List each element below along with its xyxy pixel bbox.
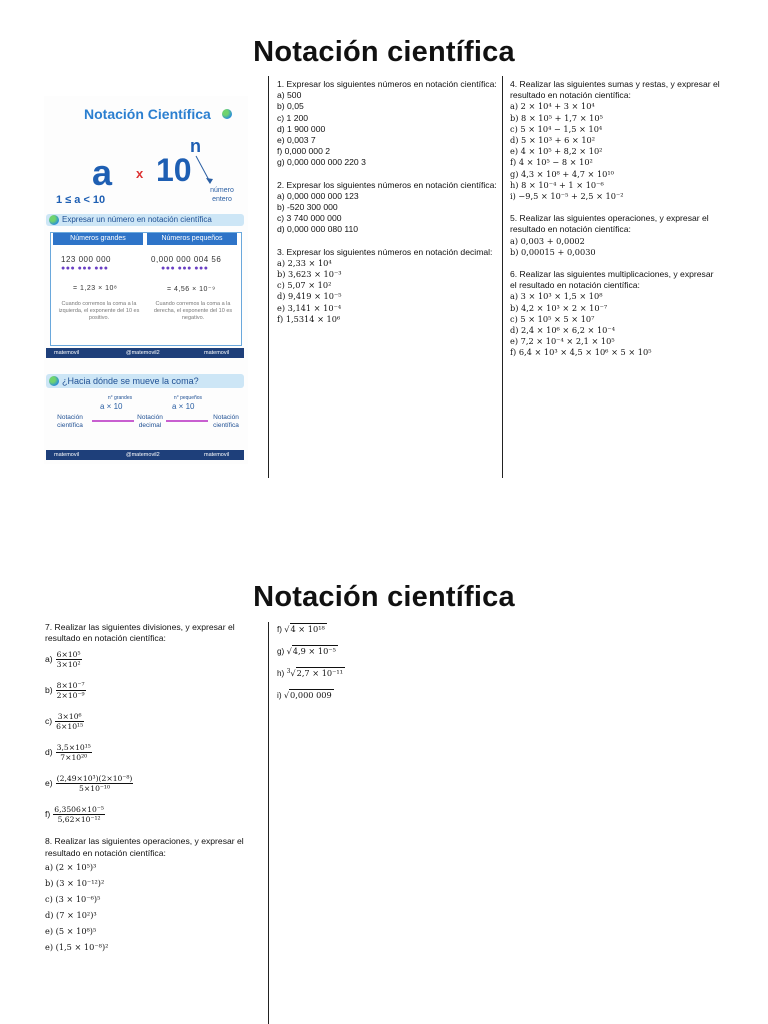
- item-label: b): [45, 685, 53, 696]
- fraction-denominator: 3×10²: [56, 660, 81, 670]
- comparison-table: [50, 232, 242, 346]
- fraction: [56, 743, 92, 762]
- social-footer: [46, 450, 244, 460]
- list-item: b) (3 × 10⁻¹²)²: [45, 877, 105, 888]
- list-item: c) 5 × 10⁵ × 5 × 10⁷: [510, 313, 595, 324]
- division-item: [45, 799, 265, 830]
- list-item: d) 1 900 000: [277, 123, 326, 134]
- small-numbers-label: n° pequeños: [173, 395, 203, 401]
- right-expression: a × 10: [172, 402, 195, 411]
- question-1-items: [277, 90, 497, 168]
- list-item: g) 0,000 000 000 220 3: [277, 157, 366, 168]
- list-item: h) 8 × 10⁻⁴ + 1 × 10⁻⁶: [510, 179, 604, 190]
- right-arrow: [166, 420, 208, 422]
- list-item: c) (3 × 10⁻⁶)⁵: [45, 893, 101, 904]
- column-divider: [502, 76, 503, 478]
- item-label: c): [45, 716, 53, 727]
- list-item: e) (1,5 × 10⁻⁸)²: [45, 941, 109, 952]
- list-item: i) −9,5 × 10⁻⁵ + 2,5 × 10⁻²: [510, 191, 624, 202]
- page-title: Notación científica: [253, 36, 515, 68]
- root-item: [277, 668, 497, 690]
- mid-box-label: Notación decimal: [137, 414, 163, 429]
- list-item: f) 0,000 000 2: [277, 146, 331, 157]
- question-3-prompt: 3. Expresar los siguientes números en notación decimal:: [277, 246, 493, 257]
- exercises-column-1: [45, 622, 265, 955]
- question-4-items: [510, 101, 722, 202]
- arrow-icon: [194, 154, 214, 186]
- fraction-numerator: 3×10⁶: [55, 712, 84, 722]
- radical-icon: √: [284, 624, 290, 634]
- item-label: h): [277, 669, 287, 678]
- list-item: a) 500: [277, 90, 302, 101]
- division-item: [45, 675, 265, 706]
- list-item: a) (2 × 10⁵)³: [45, 861, 97, 872]
- question-2-items: [277, 191, 497, 236]
- social-footer: [46, 348, 244, 358]
- fraction: [56, 650, 82, 669]
- mantissa-a: a: [92, 152, 113, 193]
- left-box-label: Notación científica: [57, 414, 83, 429]
- question-5-items: [510, 236, 722, 258]
- footer-right: matemovil: [204, 452, 230, 458]
- list-item: g) 4,3 × 10⁸ + 4,7 × 10¹⁰: [510, 168, 614, 179]
- division-item: [45, 737, 265, 768]
- left-expression: a × 10: [100, 402, 123, 411]
- column-divider: [268, 622, 269, 1024]
- small-result: = 4,56 × 10⁻⁹: [167, 286, 216, 293]
- question-6-prompt: 6. Realizar las siguientes multiplicaciones, y expresar el resultado en notación científica:: [510, 269, 714, 291]
- list-item: a) 0,003 + 0,0002: [510, 235, 585, 246]
- list-item: c) 3 740 000 000: [277, 213, 342, 224]
- col-small-header: Números pequeños: [147, 233, 237, 245]
- large-note: Cuando corremos la coma a la izquierda, el exponente del 10 es positivo.: [58, 301, 140, 321]
- fraction-denominator: 7×10²⁰: [60, 753, 88, 763]
- times-symbol: x: [136, 166, 144, 181]
- item-label: i): [277, 691, 284, 700]
- division-item: [45, 644, 265, 675]
- question-8-items: [45, 859, 265, 955]
- radical-icon: √: [283, 690, 290, 700]
- fraction: [56, 681, 86, 700]
- radical-icon: √: [290, 668, 296, 678]
- footer-right: matemovil: [204, 350, 230, 356]
- list-item: c) 5,07 × 10²: [277, 280, 332, 291]
- list-item: e) 0,003 7: [277, 135, 316, 146]
- list-item: e) (5 × 10⁸)⁵: [45, 925, 97, 936]
- item-label: d): [45, 747, 53, 758]
- exercises-column-2: [277, 79, 497, 325]
- section-expresar-bar: [46, 214, 244, 226]
- list-item: e) 3,141 × 10⁻⁴: [277, 302, 342, 313]
- exercises-column-3: [510, 79, 722, 359]
- fraction-denominator: 5,62×10⁻¹²: [57, 815, 101, 825]
- list-item: b) -520 300 000: [277, 202, 338, 213]
- list-item: d) 9,419 × 10⁻⁵: [277, 291, 342, 302]
- list-item: d) 0,000 000 080 110: [277, 224, 359, 235]
- radical-icon: √: [286, 646, 292, 656]
- fraction-numerator: 6,3506×10⁻⁵: [54, 805, 104, 815]
- question-2-prompt: 2. Expresar los siguientes números en notación científica:: [277, 179, 497, 190]
- list-item: d) 5 × 10³ + 6 × 10²: [510, 135, 596, 146]
- page-title: Notación científica: [253, 581, 515, 613]
- fraction-denominator: 2×10⁻⁹: [56, 691, 85, 701]
- list-item: b) 0,05: [277, 101, 304, 112]
- small-dots: ●●● ●●● ●●●: [161, 265, 209, 272]
- list-item: d) 2,4 × 10⁶ × 6,2 × 10⁻⁴: [510, 325, 615, 336]
- list-item: c) 5 × 10⁴ − 1,5 × 10⁴: [510, 123, 603, 134]
- list-item: d) (7 × 10²)³: [45, 909, 97, 920]
- large-dots: ●●● ●●● ●●●: [61, 265, 109, 272]
- exercises-column-2: [277, 624, 497, 712]
- list-item: f) 4 × 10⁵ − 8 × 10²: [510, 157, 593, 168]
- scientific-notation-infographic: [44, 96, 248, 464]
- question-1-prompt: 1. Expresar los siguientes números en notación científica:: [277, 79, 497, 89]
- radicand: 4,9 × 10⁻⁵: [292, 646, 336, 656]
- item-label: f): [277, 625, 285, 634]
- division-item: [45, 706, 265, 737]
- fraction-numerator: 8×10⁻⁷: [56, 681, 85, 691]
- footer-left: matemovil: [54, 452, 80, 458]
- division-item: [45, 768, 265, 799]
- large-result: = 1,23 × 10⁸: [73, 285, 118, 292]
- globe-icon: [49, 215, 59, 225]
- root-item: [277, 690, 497, 712]
- list-item: c) 1 200: [277, 112, 309, 123]
- fraction: [55, 712, 84, 731]
- item-label: a): [45, 654, 53, 665]
- footer-mid: @matemovil2: [126, 452, 160, 458]
- section-expresar-label: Expresar un número en notación científica: [62, 215, 212, 224]
- mantissa-condition: 1 ≤ a < 10: [56, 194, 106, 206]
- fraction-numerator: 6×10⁵: [56, 650, 81, 660]
- radicand: 2,7 × 10⁻¹¹: [296, 668, 343, 678]
- radicand: 0,000 009: [290, 690, 332, 700]
- root-items: [277, 624, 497, 712]
- fraction-numerator: (2,49×10³)(2×10⁻⁸): [56, 774, 133, 784]
- question-3-items: [277, 258, 497, 325]
- large-number: 123 000 000: [61, 255, 111, 264]
- question-6-items: [510, 291, 722, 358]
- section-coma-bar: [46, 374, 244, 388]
- question-8-prompt: 8. Realizar las siguientes operaciones, y expresar el resultado en notación científica:: [45, 836, 244, 858]
- right-box-label: Notación científica: [213, 414, 239, 429]
- footer-mid: @matemovil2: [126, 350, 160, 356]
- list-item: b) 4,2 × 10³ × 2 × 10⁻⁷: [510, 302, 608, 313]
- fraction: [56, 774, 134, 793]
- list-item: a) 2 × 10⁴ + 3 × 10⁴: [510, 101, 595, 112]
- footer-left: matemovil: [54, 350, 80, 356]
- list-item: e) 7,2 × 10⁻⁴ × 2,1 × 10⁵: [510, 336, 615, 347]
- root-item: [277, 624, 497, 646]
- exponent-n: n: [190, 136, 201, 156]
- question-5-prompt: 5. Realizar las siguientes operaciones, y expresar el resultado en notación científica:: [510, 213, 709, 235]
- list-item: e) 4 × 10⁵ + 8,2 × 10²: [510, 146, 603, 157]
- small-number: 0,000 000 004 56: [151, 255, 222, 264]
- root-index: 3: [286, 668, 291, 675]
- base-ten: 10: [156, 152, 192, 188]
- large-numbers-label: n° grandes: [107, 395, 133, 401]
- item-label: g): [277, 647, 287, 656]
- question-7-items: [45, 644, 265, 830]
- radicand: 4 × 10¹⁸: [290, 624, 325, 634]
- list-item: b) 0,00015 + 0,0030: [510, 246, 596, 257]
- globe-icon: [49, 376, 59, 386]
- list-item: a) 3 × 10³ × 1,5 × 10⁸: [510, 291, 603, 302]
- question-4-prompt: 4. Realizar las siguientes sumas y restas, y expresar el resultado en notación científica:: [510, 79, 720, 101]
- section-coma-label: ¿Hacia dónde se mueve la coma?: [62, 376, 199, 386]
- item-label: f): [45, 809, 51, 820]
- globe-icon: [222, 109, 232, 119]
- question-7-prompt: 7. Realizar las siguientes divisiones, y expresar el resultado en notación científica:: [45, 622, 235, 644]
- fraction: [53, 805, 105, 824]
- small-note: Cuando corremos la coma a la derecha, el exponente del 10 es negativo.: [153, 301, 233, 321]
- infographic-heading: Notación Científica: [84, 106, 211, 122]
- exponent-label: número entero: [210, 187, 234, 203]
- root-item: [277, 646, 497, 668]
- list-item: b) 8 × 10⁵ + 1,7 × 10⁵: [510, 112, 603, 123]
- fraction-denominator: 5×10⁻¹⁰: [79, 784, 111, 794]
- column-divider: [268, 76, 269, 478]
- list-item: f) 1,5314 × 10⁶: [277, 313, 341, 324]
- fraction-denominator: 6×10¹⁵: [56, 722, 84, 732]
- list-item: a) 2,33 × 10⁴: [277, 257, 332, 268]
- list-item: b) 3,623 × 10⁻³: [277, 269, 342, 280]
- left-arrow: [92, 420, 134, 422]
- list-item: f) 6,4 × 10³ × 4,5 × 10⁶ × 5 × 10⁵: [510, 347, 652, 358]
- col-large-header: Números grandes: [53, 233, 143, 245]
- fraction-numerator: 3,5×10¹⁵: [56, 743, 91, 753]
- list-item: a) 0,000 000 000 123: [277, 190, 359, 201]
- item-label: e): [45, 778, 53, 789]
